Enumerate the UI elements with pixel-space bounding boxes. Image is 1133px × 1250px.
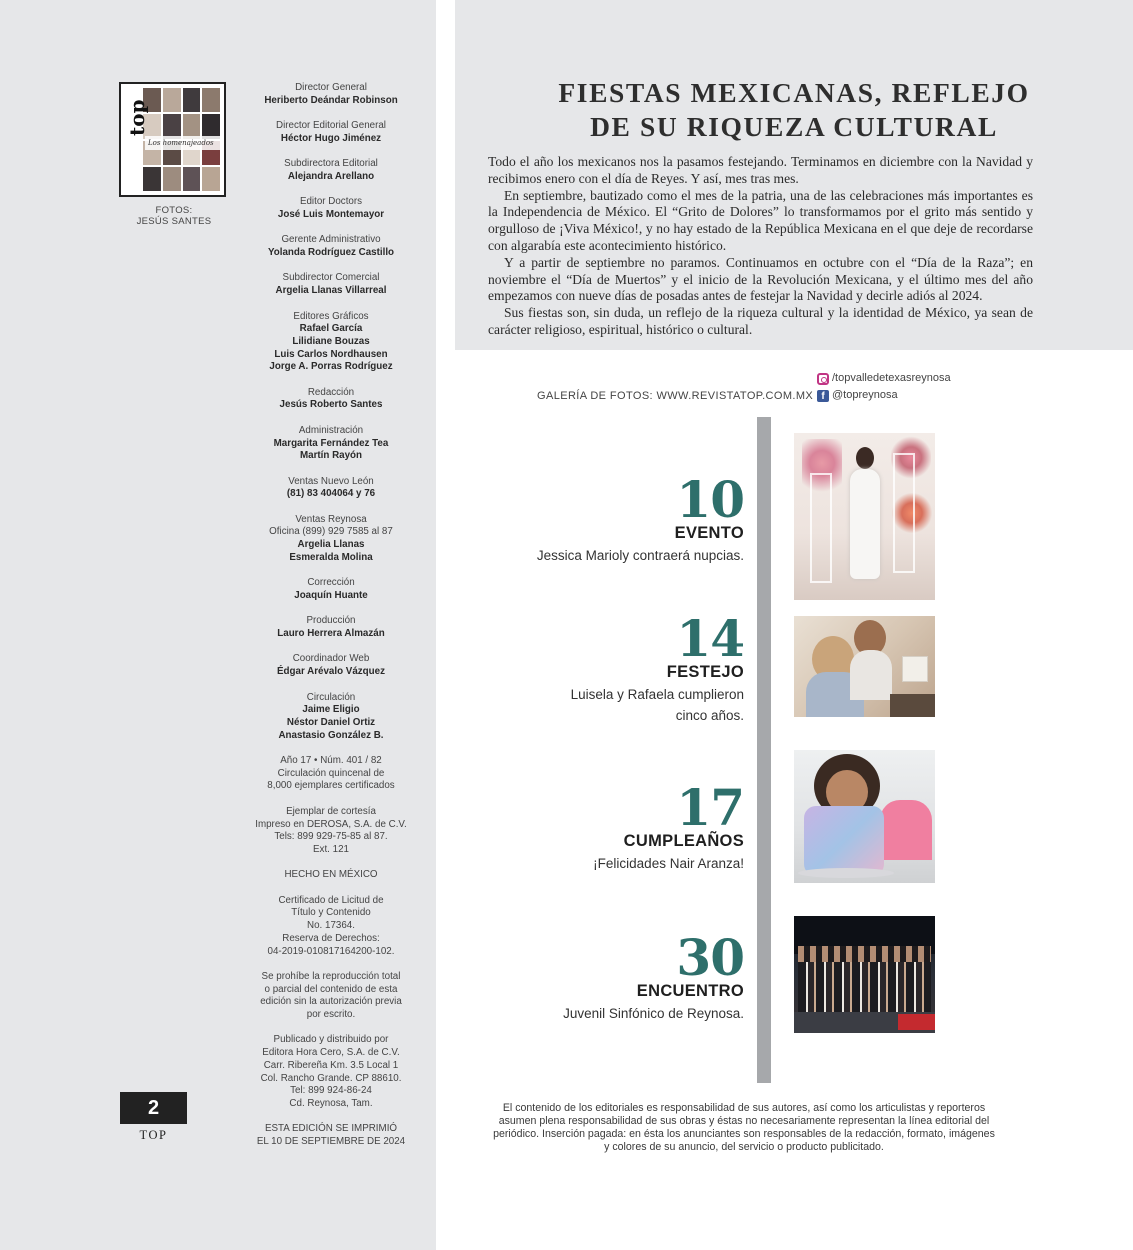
publication-info [246, 895, 416, 959]
index-description-line: ¡Felicidades Nair Aranza! [593, 856, 744, 871]
publication-info-line: Tels: 899 929-75-85 al 87. [274, 831, 388, 843]
index-item-cumpleanos[interactable] [593, 778, 744, 874]
index-section: CUMPLEAÑOS [623, 832, 744, 850]
publication-info-line: Título y Contenido [291, 907, 371, 919]
publication-info-line: Se prohíbe la reproducción total [261, 970, 401, 982]
disclaimer-line: El contenido de los editoriales es responsabilidad de sus autores, así como los articulistas y reporteros [502, 1102, 986, 1114]
staff-name: Édgar Arévalo Vázquez [277, 666, 385, 678]
index-description [571, 684, 744, 726]
instagram-icon [817, 373, 829, 385]
staff-name: Anastasio González B. [278, 729, 384, 741]
editorial-box [455, 0, 1133, 350]
staff-name: Jorge A. Porras Rodríguez [269, 361, 393, 373]
editorial-paragraph: Todo el año los mexicanos nos la pasamos festejando. Terminamos en diciembre con la Navidad y recibimos enero con el día de Reyes. Y así, mes tras mes. [488, 154, 1033, 186]
disclaimer-line: y colores de su anuncio, del servicio o producto publicitado. [604, 1141, 884, 1153]
staff-name: Lauro Herrera Almazán [277, 628, 385, 640]
index-description [537, 545, 744, 566]
publication-info-line: 8,000 ejemplares certificados [267, 780, 395, 792]
index-item-evento[interactable] [536, 470, 744, 566]
publication-info [246, 971, 416, 1022]
staff-name: Alejandra Arellano [287, 170, 375, 182]
cover-logo: top [125, 99, 149, 136]
staff-name: Heriberto Deándar Robinson [264, 94, 398, 106]
staff-role: Circulación [306, 691, 356, 703]
staff-entry [246, 514, 416, 565]
staff-entry [246, 120, 416, 145]
publication-info-line: Editora Hora Cero, S.A. de C.V. [262, 1047, 400, 1059]
staff-name: Lilidiane Bouzas [292, 335, 370, 347]
publication-info-line: Ext. 121 [313, 843, 349, 855]
staff-role: Editor Doctors [299, 196, 363, 208]
staff-name: Esmeralda Molina [289, 551, 373, 563]
staff-name: Argelia Llanas [297, 539, 365, 551]
index-divider [757, 417, 771, 1083]
staff-entry [246, 311, 416, 375]
photo-evento[interactable] [794, 433, 935, 600]
staff-entry [246, 234, 416, 259]
page-label: TOP [139, 1128, 168, 1142]
staff-name: Jaime Eligio [302, 704, 360, 716]
staff-role: Subdirector Comercial [282, 272, 380, 284]
facebook-handle: @topreynosa [832, 389, 898, 401]
staff-entry [246, 425, 416, 463]
publication-info [246, 1123, 416, 1148]
index-description-line: cinco años. [675, 708, 744, 723]
publication-info-line: Circulación quincenal de [277, 767, 385, 779]
staff-role: Subdirectora Editorial [284, 158, 378, 170]
photo-festejo[interactable] [794, 616, 935, 717]
publication-info-line: Publicado y distribuido por [273, 1034, 389, 1046]
facebook-link[interactable] [817, 387, 951, 404]
staff-name: Rafael García [299, 323, 363, 335]
staff-name: Luis Carlos Nordhausen [274, 348, 388, 360]
staff-role: Corrección [307, 577, 355, 589]
facebook-icon: f [817, 390, 829, 402]
staff-entry [246, 476, 416, 501]
staff-role: Editores Gráficos [293, 310, 369, 322]
staff-name: (81) 83 404064 y 76 [286, 488, 376, 500]
index-description [563, 1003, 744, 1024]
publication-info-line: edición sin la autorización previa [260, 996, 402, 1008]
staff-role: Ventas Reynosa [295, 513, 367, 525]
staff-name: Jesús Roberto Santes [279, 399, 383, 411]
staff-role-detail: Oficina (899) 929 7585 al 87 [269, 526, 393, 538]
instagram-handle: /topvalledetexasreynosa [832, 372, 951, 384]
staff-role: Redacción [307, 386, 355, 398]
publication-info-line: HECHO EN MÉXICO [284, 869, 378, 881]
publication-info [246, 1034, 416, 1110]
disclaimer-line: periódico. Inserción pagada: en ésta los anunciantes son responsables de la redacción, formato, imágenes [493, 1128, 995, 1140]
staff-entry [246, 196, 416, 221]
page-number: 2 [120, 1092, 187, 1124]
photo-credit-line: JESÚS SANTES [136, 216, 212, 227]
staff-entry [246, 653, 416, 678]
disclaimer [458, 1102, 1030, 1154]
gallery-link[interactable]: GALERÍA DE FOTOS: WWW.REVISTATOP.COM.MX [537, 390, 814, 402]
staff-role: Coordinador Web [292, 653, 370, 665]
publication-info-line: ESTA EDICIÓN SE IMPRIMIÓ [264, 1123, 398, 1135]
staff-directory [246, 82, 416, 1161]
index-section: EVENTO [674, 524, 744, 542]
publication-info-line: Reserva de Derechos: [282, 932, 380, 944]
publication-info-line: Cd. Reynosa, Tam. [289, 1097, 373, 1109]
staff-name: Néstor Daniel Ortiz [286, 716, 376, 728]
publication-info-line: por escrito. [306, 1009, 356, 1021]
staff-role: Gerente Administrativo [281, 234, 381, 246]
photo-credit-line: FOTOS: [155, 205, 193, 216]
masthead-column [0, 0, 436, 1250]
staff-entry [246, 577, 416, 602]
index-page-number: 30 [676, 928, 744, 987]
photo-encuentro[interactable] [794, 916, 935, 1033]
staff-role: Director Editorial General [276, 120, 386, 132]
index-page-number: 10 [676, 470, 744, 529]
publication-info-line: No. 17364. [307, 920, 355, 932]
staff-entry [246, 615, 416, 640]
index-section: FESTEJO [666, 663, 744, 681]
index-page-number: 14 [676, 609, 744, 668]
staff-name: Joaquín Huante [294, 589, 368, 601]
title-line: DE SU RIQUEZA CULTURAL [590, 111, 998, 142]
index-item-encuentro[interactable] [563, 928, 744, 1024]
index-description-line: Jessica Marioly contraerá nupcias. [536, 548, 744, 563]
social-links [817, 370, 951, 404]
index-page-number: 17 [676, 778, 744, 837]
staff-name: Margarita Fernández Tea [273, 437, 389, 449]
staff-name: Argelia Llanas Villarreal [275, 285, 387, 297]
publication-info [246, 755, 416, 793]
title-line: FIESTAS MEXICANAS, REFLEJO [558, 77, 1030, 108]
index-description-line: Juvenil Sinfónico de Reynosa. [563, 1006, 744, 1021]
index-item-festejo[interactable] [570, 609, 744, 726]
staff-role: Administración [298, 424, 364, 436]
editorial-title [455, 76, 1133, 144]
editorial-paragraph: Y a partir de septiembre no paramos. Continuamos en octubre con el “Día de la Raza”; en noviembre el “Día de Muertos” y el inicio de la Revolución Mexicana, y el último mes del año empezamos con nueve días de posadas antes de festejar la Navidad y decirle adiós al 2024. [488, 254, 1033, 304]
publication-info-line: o parcial del contenido de esta [264, 983, 398, 995]
staff-name: Héctor Hugo Jiménez [280, 132, 382, 144]
publication-info-line: Tel: 899 924-86-24 [290, 1085, 372, 1097]
publication-info-line: Año 17 • Núm. 401 / 82 [280, 755, 382, 767]
publication-info-line: Ejemplar de cortesía [286, 805, 376, 817]
editorial-paragraph: Sus fiestas son, sin duda, un reflejo de la riqueza cultural y la identidad de México, ya sean de carácter religioso, espiritual, histórico o cultural. [488, 305, 1033, 337]
editorial-paragraph: En septiembre, bautizado como el mes de la patria, una de las celebraciones más importantes es la Independencia de México. El “Grito de Dolores” lo transformamos por el grito más sentido y orgulloso de ¡Viva México!, y no hay estado de la República Mexicana en el que deje de recordarse con algarabía este acontecimiento histórico. [488, 187, 1033, 253]
staff-role: Ventas Nuevo León [288, 475, 374, 487]
index-description [593, 853, 744, 874]
cover-headline: Los homenajeados [145, 136, 220, 150]
publication-info-line: EL 10 DE SEPTIEMBRE DE 2024 [256, 1136, 406, 1148]
publication-info-line: 04-2019-010817164200-102. [267, 945, 395, 957]
staff-name: Yolanda Rodríguez Castillo [267, 247, 395, 259]
index-description-line: Luisela y Rafaela cumplieron [570, 687, 744, 702]
photo-credit [119, 205, 229, 227]
publication-info-line: Carr. Ribereña Km. 3.5 Local 1 [263, 1059, 399, 1071]
disclaimer-line: asumen plena responsabilidad de sus obras y éstas no necesariamente representan la línea editorial del [498, 1115, 990, 1127]
staff-role: Director General [295, 82, 367, 93]
publication-info-line: Certificado de Licitud de [278, 894, 384, 906]
publication-info [246, 806, 416, 857]
magazine-cover-thumbnail[interactable] [119, 82, 226, 197]
photo-cumpleanos[interactable] [794, 750, 935, 883]
staff-entry [246, 82, 416, 107]
staff-name: José Luis Montemayor [277, 208, 385, 220]
publication-info [246, 869, 416, 882]
index-section: ENCUENTRO [636, 982, 744, 1000]
instagram-link[interactable] [817, 370, 951, 387]
editorial-body [488, 154, 1033, 339]
staff-entry [246, 272, 416, 297]
staff-entry [246, 692, 416, 743]
staff-entry [246, 158, 416, 183]
staff-name: Martín Rayón [299, 450, 363, 462]
staff-role: Producción [306, 615, 356, 627]
staff-entry [246, 387, 416, 412]
publication-info-line: Col. Rancho Grande. CP 88610. [260, 1072, 402, 1084]
publication-info-line: Impreso en DEROSA, S.A. de C.V. [255, 818, 407, 830]
